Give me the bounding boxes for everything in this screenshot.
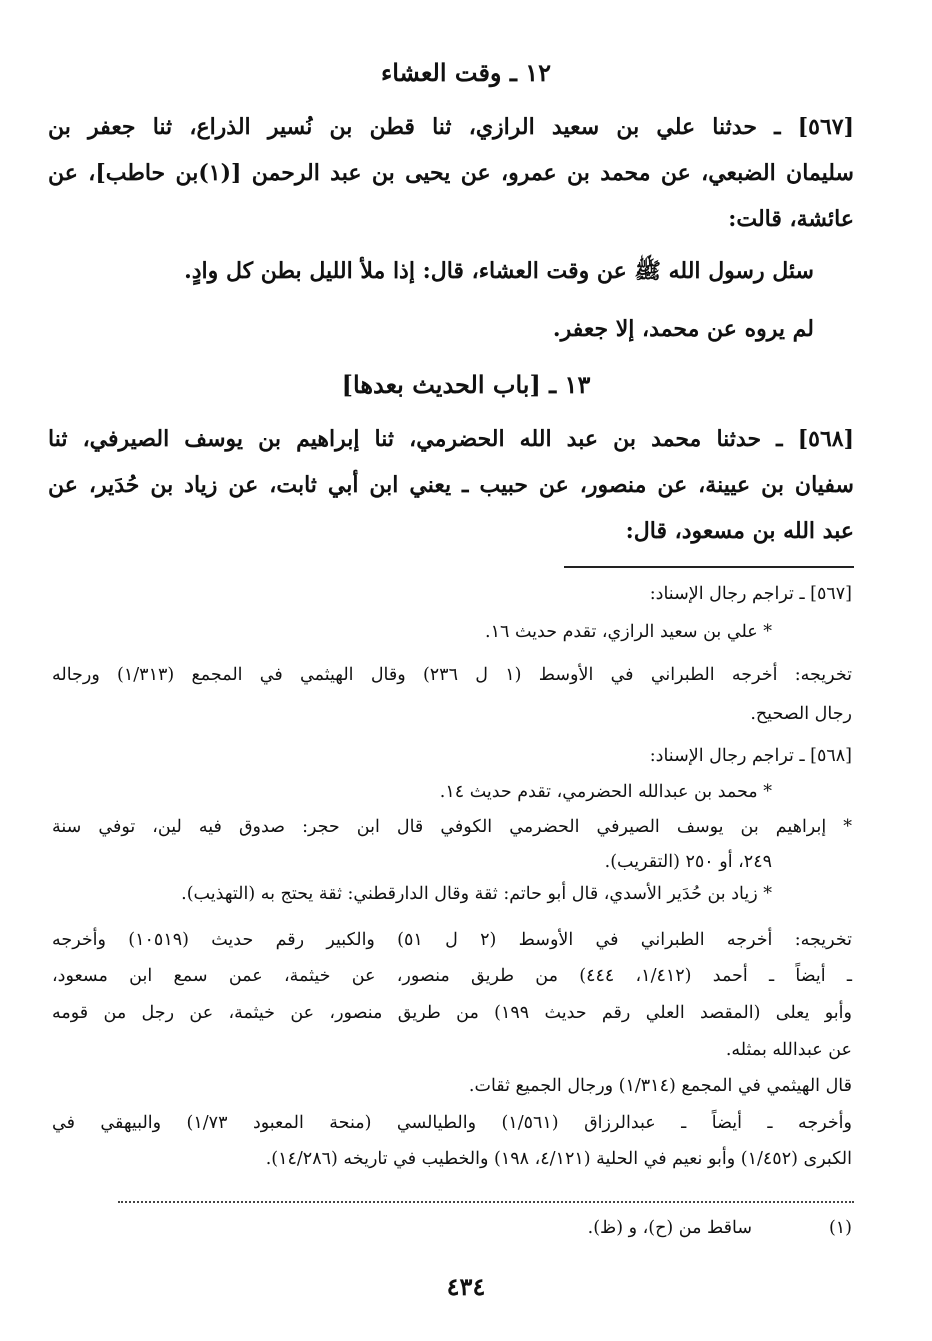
footnote-divider xyxy=(118,1201,854,1203)
hadith-568-line-2: سفيان بن عيينة، عن منصور، عن حبيب ـ يعني ابن أبي ثابت، عن زياد بن حُدَير، عن xyxy=(48,472,854,498)
commentary-567-takhrij-2: رجال الصحيح. xyxy=(750,704,852,724)
commentary-divider xyxy=(564,566,854,568)
hadith-567-line-2: سليمان الضبعي، عن محمد بن عمرو، عن يحيى بن عبد الرحمن [(١)بن حاطب]، عن xyxy=(48,160,854,186)
section-heading-12: ١٢ ـ وقت العشاء xyxy=(380,58,552,87)
hadith-568-line-1: [٥٦٨] ـ حدثنا محمد بن عبد الله الحضرمي، ثنا إبراهيم بن يوسف الصيرفي، ثنا xyxy=(48,426,854,452)
commentary-568-takhrij-1: تخريجه: أخرجه الطبراني في الأوسط (٢ ل ٥١) والكبير رقم حديث (١٠٥١٩) وأخرجه xyxy=(52,930,852,950)
commentary-568-narrator-2a: * إبراهيم بن يوسف الصيرفي الحضرمي الكوفي قال ابن حجر: صدوق فيه لين، توفي سنة xyxy=(52,817,852,837)
commentary-567-takhrij-1: تخريجه: أخرجه الطبراني في الأوسط (١ ل ٢٣٦) وقال الهيثمي في المجمع (١/٣١٣) ورجاله xyxy=(52,665,852,685)
commentary-568-narrator-1: * محمد بن عبدالله الحضرمي، تقدم حديث ١٤. xyxy=(439,782,772,802)
hadith-567-line-3: عائشة، قالت: xyxy=(728,206,854,232)
commentary-568-takhrij-6: وأخرجه ـ أيضاً ـ عبدالرزاق (١/٥٦١) والطيالسي (منحة المعبود ١/٧٣) والبيهقي في xyxy=(52,1113,852,1133)
commentary-568-narrator-3: * زياد بن حُدَير الأسدي، قال أبو حاتم: ثقة وقال الدارقطني: ثقة يحتج به (التهذيب). xyxy=(181,884,772,904)
hadith-568-line-3: عبد الله بن مسعود، قال: xyxy=(625,518,854,544)
hadith-567-matn: سئل رسول الله ﷺ عن وقت العشاء، قال: إذا ملأ الليل بطن كل وادٍ. xyxy=(184,258,814,284)
commentary-568-takhrij-5: قال الهيثمي في المجمع (١/٣١٤) ورجال الجميع ثقات. xyxy=(468,1076,852,1096)
hadith-567-note: لم يروه عن محمد، إلا جعفر. xyxy=(552,316,814,342)
commentary-567-narrator-1: * علي بن سعيد الرازي، تقدم حديث ١٦. xyxy=(485,622,772,642)
commentary-568-label: [٥٦٨] ـ تراجم رجال الإسناد: xyxy=(649,746,852,766)
page-number: ٤٣٤ xyxy=(446,1272,486,1301)
footnote-text: ساقط من (ح)، و (ظ). xyxy=(587,1218,752,1238)
commentary-567-label: [٥٦٧] ـ تراجم رجال الإسناد: xyxy=(649,584,852,604)
commentary-568-narrator-2b: ٢٤٩، أو ٢٥٠ (التقريب). xyxy=(604,852,772,872)
commentary-568-takhrij-3: وأبو يعلى (المقصد العلي رقم حديث ١٩٩) من طريق منصور، عن خيثمة، عن رجل من قومه xyxy=(52,1003,852,1023)
hadith-567-line-1: [٥٦٧] ـ حدثنا علي بن سعيد الرازي، ثنا قطن بن نُسير الذراع، ثنا جعفر بن xyxy=(48,114,854,140)
commentary-568-takhrij-4: عن عبدالله بمثله. xyxy=(725,1040,852,1060)
commentary-568-takhrij-2: ـ أيضاً ـ أحمد (١/٤١٢، ٤٤٤) من طريق منصور، عن خيثمة، عمن سمع ابن مسعود، xyxy=(52,966,852,986)
section-heading-13: ١٣ ـ [باب الحديث بعدها] xyxy=(341,370,591,399)
commentary-568-takhrij-7: الكبرى (١/٤٥٢) وأبو نعيم في الحلية (٤/١٢١، ١٩٨) والخطيب في تاريخه (١٤/٢٨٦). xyxy=(265,1149,852,1169)
footnote-number: (١) xyxy=(828,1218,852,1238)
